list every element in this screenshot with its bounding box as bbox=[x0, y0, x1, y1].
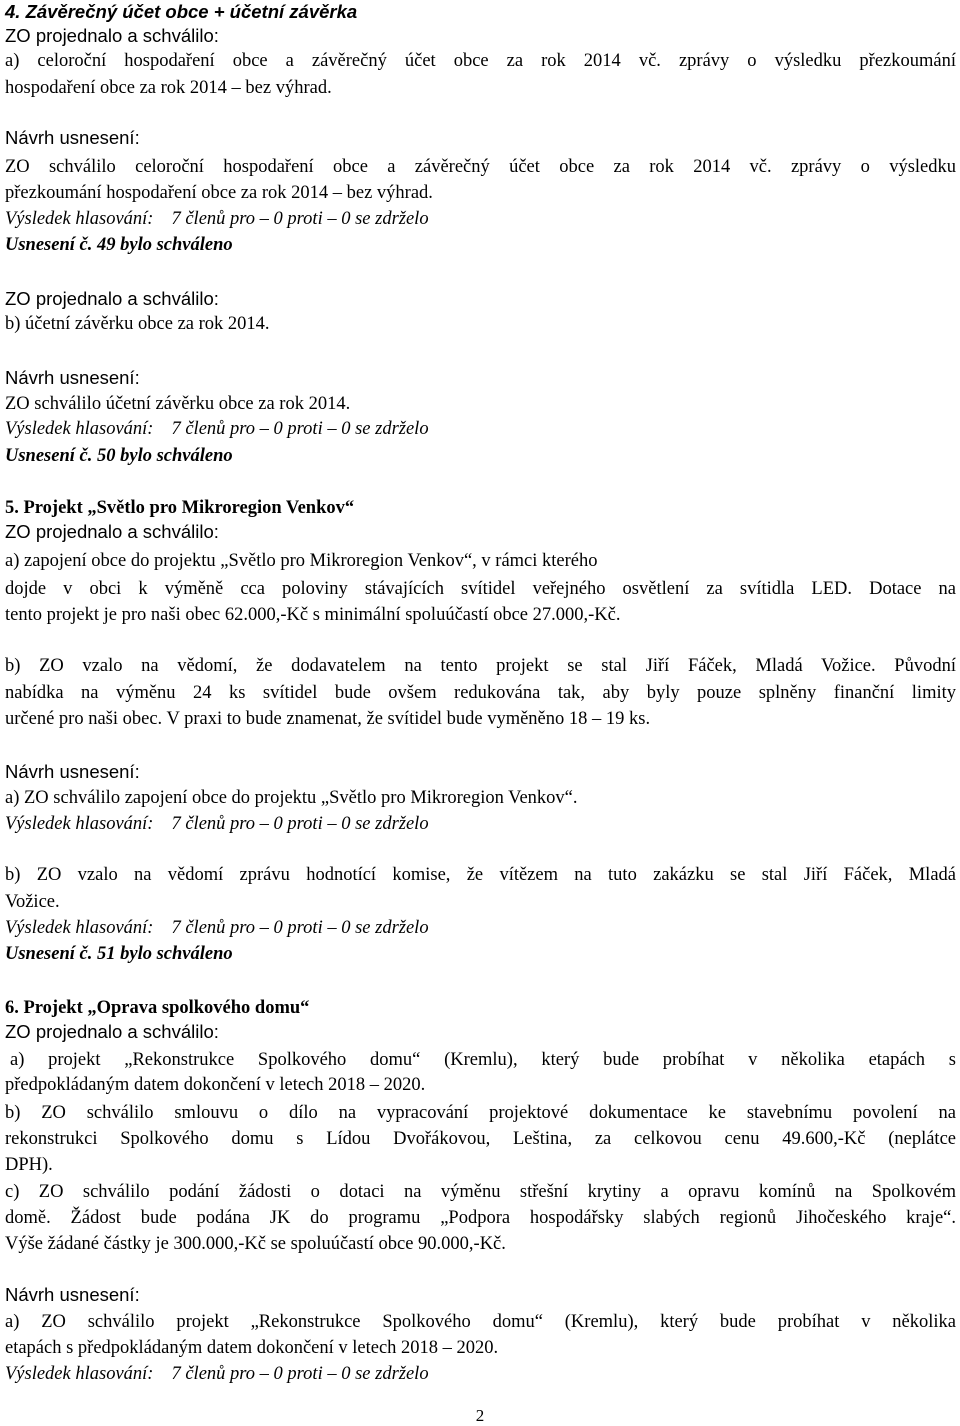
section-heading: 6. Projekt „Oprava spolkového domu“ bbox=[5, 998, 310, 1018]
paragraph-line: dojde v obci k výměně cca poloviny stávajících svítidel veřejného osvětlení za svítidla LED. Dotace na bbox=[5, 579, 956, 599]
paragraph-line: b) ZO schválilo smlouvu o dílo na vypracování projektové dokumentace ke stavebnímu povolení na bbox=[5, 1103, 956, 1123]
vote-value: 7 členů pro – 0 proti – 0 se zdrželo bbox=[171, 419, 429, 439]
paragraph-line: Vožice. bbox=[5, 892, 60, 912]
paragraph-line: ZO schválilo účetní závěrku obce za rok 2014. bbox=[5, 394, 351, 414]
resolution-status: Usnesení č. 50 bylo schváleno bbox=[5, 446, 233, 466]
vote-result bbox=[5, 812, 956, 836]
vote-value: 7 členů pro – 0 proti – 0 se zdrželo bbox=[171, 918, 429, 938]
navrh-label: Návrh usnesení: bbox=[5, 1284, 140, 1305]
zo-label: ZO projednalo a schválilo: bbox=[5, 521, 219, 542]
paragraph-line: a) zapojení obce do projektu „Světlo pro Mikroregion Venkov“, v rámci kterého bbox=[5, 551, 598, 571]
paragraph-line: domě. Žádost bude podána JK do programu „Podpora hospodářsky slabých regionů Jihočeského kraje“. bbox=[5, 1208, 956, 1228]
zo-label: ZO projednalo a schválilo: bbox=[5, 1021, 219, 1042]
navrh-label: Návrh usnesení: bbox=[5, 367, 140, 388]
paragraph-line: tento projekt je pro naši obec 62.000,-Kč s minimální spoluúčastí obce 27.000,-Kč. bbox=[5, 605, 621, 625]
vote-value: 7 členů pro – 0 proti – 0 se zdrželo bbox=[171, 209, 429, 229]
navrh-label: Návrh usnesení: bbox=[5, 761, 140, 782]
section-heading: 5. Projekt „Světlo pro Mikroregion Venkov“ bbox=[5, 498, 355, 518]
navrh-label: Návrh usnesení: bbox=[5, 127, 140, 148]
vote-label: Výsledek hlasování: bbox=[5, 918, 154, 938]
resolution-status: Usnesení č. 51 bylo schváleno bbox=[5, 944, 233, 964]
resolution-status: Usnesení č. 49 bylo schváleno bbox=[5, 235, 233, 255]
paragraph-line: etapách s předpokládaným datem dokončení v letech 2018 – 2020. bbox=[5, 1338, 499, 1358]
vote-label: Výsledek hlasování: bbox=[5, 209, 154, 229]
paragraph-line: b) ZO vzalo na vědomí zprávu hodnotící komise, že vítězem na tuto zakázku se stal Jiří Fáček, Mladá bbox=[5, 865, 956, 885]
vote-value: 7 členů pro – 0 proti – 0 se zdrželo bbox=[171, 814, 429, 834]
paragraph-line: Výše žádané částky je 300.000,-Kč se spoluúčastí obce 90.000,-Kč. bbox=[5, 1234, 506, 1254]
zo-label: ZO projednalo a schválilo: bbox=[5, 25, 219, 46]
paragraph-line: a) celoroční hospodaření obce a závěrečný účet obce za rok 2014 vč. zprávy o výsledku přezkoumání bbox=[5, 51, 956, 71]
paragraph-line: určené pro naši obec. V praxi to bude znamenat, že svítidel bude vyměněno 18 – 19 ks. bbox=[5, 709, 651, 729]
paragraph-line: přezkoumání hospodaření obce za rok 2014 – bez výhrad. bbox=[5, 183, 433, 203]
paragraph-line: nabídka na výměnu 24 ks svítidel bude ovšem redukována tak, aby byly pouze splněny finanční limity bbox=[5, 683, 956, 703]
paragraph-line: a) ZO schválilo projekt „Rekonstrukce Spolkového domu“ (Kremlu), který bude probíhat v několika bbox=[5, 1312, 956, 1332]
zo-label: ZO projednalo a schválilo: bbox=[5, 288, 219, 309]
paragraph-line: DPH). bbox=[5, 1155, 53, 1175]
vote-result bbox=[5, 1362, 956, 1386]
paragraph-line: a) projekt „Rekonstrukce Spolkového domu“ (Kremlu), který bude probíhat v několika etapách s bbox=[10, 1050, 956, 1070]
page-number: 2 bbox=[475, 1406, 485, 1425]
paragraph-line: hospodaření obce za rok 2014 – bez výhrad. bbox=[5, 78, 332, 98]
paragraph-line: a) ZO schválilo zapojení obce do projektu „Světlo pro Mikroregion Venkov“. bbox=[5, 788, 578, 808]
paragraph-line: b) ZO vzalo na vědomí, že dodavatelem na tento projekt se stal Jiří Fáček, Mladá Vožice. Původní bbox=[5, 656, 956, 676]
paragraph-line: ZO schválilo celoroční hospodaření obce a závěrečný účet obce za rok 2014 vč. zprávy o výsledku bbox=[5, 157, 956, 177]
paragraph-line: předpokládaným datem dokončení v letech 2018 – 2020. bbox=[5, 1075, 426, 1095]
vote-result bbox=[5, 207, 956, 231]
paragraph-line: c) ZO schválilo podání žádosti o dotaci na výměnu střešní krytiny a opravu komínů na Spolkovém bbox=[5, 1182, 956, 1202]
vote-label: Výsledek hlasování: bbox=[5, 814, 154, 834]
paragraph-line: b) účetní závěrku obce za rok 2014. bbox=[5, 314, 270, 334]
vote-result bbox=[5, 916, 956, 940]
vote-label: Výsledek hlasování: bbox=[5, 1364, 154, 1384]
paragraph-line: rekonstrukci Spolkového domu s Lídou Dvořákovou, Leština, za celkovou cenu 49.600,-Kč (neplátce bbox=[5, 1129, 956, 1149]
vote-label: Výsledek hlasování: bbox=[5, 419, 154, 439]
vote-value: 7 členů pro – 0 proti – 0 se zdrželo bbox=[171, 1364, 429, 1384]
section-heading: 4. Závěrečný účet obce + účetní závěrka bbox=[5, 1, 358, 22]
vote-result bbox=[5, 417, 956, 441]
